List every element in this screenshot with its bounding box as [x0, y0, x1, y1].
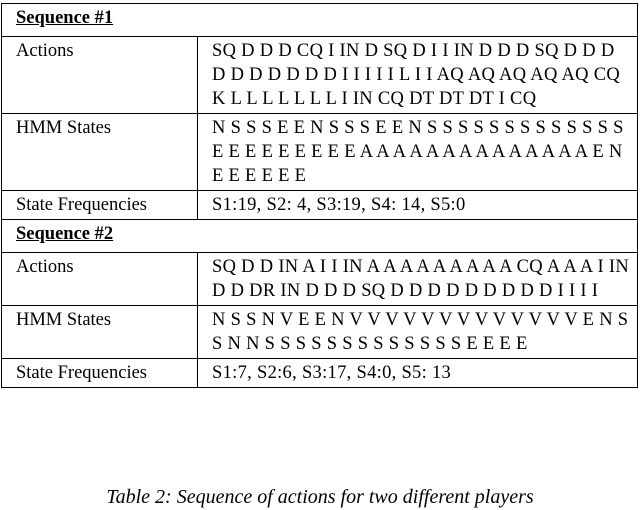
sequence-1-title: Sequence #1	[2, 4, 638, 37]
sequence-2-state-frequencies-row	[2, 359, 638, 388]
sequence-1-actions-label: Actions	[2, 37, 198, 114]
sequence-2-actions-row	[2, 253, 638, 306]
sequence-2-hmm-states-row	[2, 306, 638, 359]
sequence-1-state-frequencies-label: State Frequencies	[2, 191, 198, 220]
sequence-1-state-frequencies-value: S1:19, S2: 4, S3:19, S4: 14, S5:0	[198, 191, 638, 220]
sequence-2-hmm-states-value: N S S N V E E N V V V V V V V V V V V V V E N S S N N S S S S S S S S S S S S S E E E E	[198, 306, 638, 359]
sequence-1-hmm-states-row	[2, 114, 638, 191]
sequence-2-hmm-states-label: HMM States	[2, 306, 198, 359]
sequence-table	[1, 3, 638, 388]
sequence-1-header-row	[2, 4, 638, 37]
sequence-1-state-frequencies-row	[2, 191, 638, 220]
sequence-2-actions-value: SQ D D IN A I I IN A A A A A A A A A CQ A A A I IN D D DR IN D D D SQ D D D D D D D D D I I I I	[198, 253, 638, 306]
sequence-2-state-frequencies-label: State Frequencies	[2, 359, 198, 388]
sequence-2-state-frequencies-value: S1:7, S2:6, S3:17, S4:0, S5: 13	[198, 359, 638, 388]
sequence-1-actions-row	[2, 37, 638, 114]
sequence-2-actions-label: Actions	[2, 253, 198, 306]
sequence-1-actions-value: SQ D D D CQ I IN D SQ D I I IN D D D SQ D D D D D D D D D D I I I I I L I I AQ AQ AQ AQ AQ CQ K L L L L L L L I IN CQ DT DT DT I CQ	[198, 37, 638, 114]
sequence-2-header-row	[2, 220, 638, 253]
sequence-1-hmm-states-value: N S S S E E N S S S E E N S S S S S S S S S S S S S E E E E E E E E E A A A A A A A A A A A A A A E N E E E E E E	[198, 114, 638, 191]
table-caption: Table 2: Sequence of actions for two different players	[106, 486, 534, 508]
sequence-2-title: Sequence #2	[2, 220, 638, 253]
sequence-1-hmm-states-label: HMM States	[2, 114, 198, 191]
